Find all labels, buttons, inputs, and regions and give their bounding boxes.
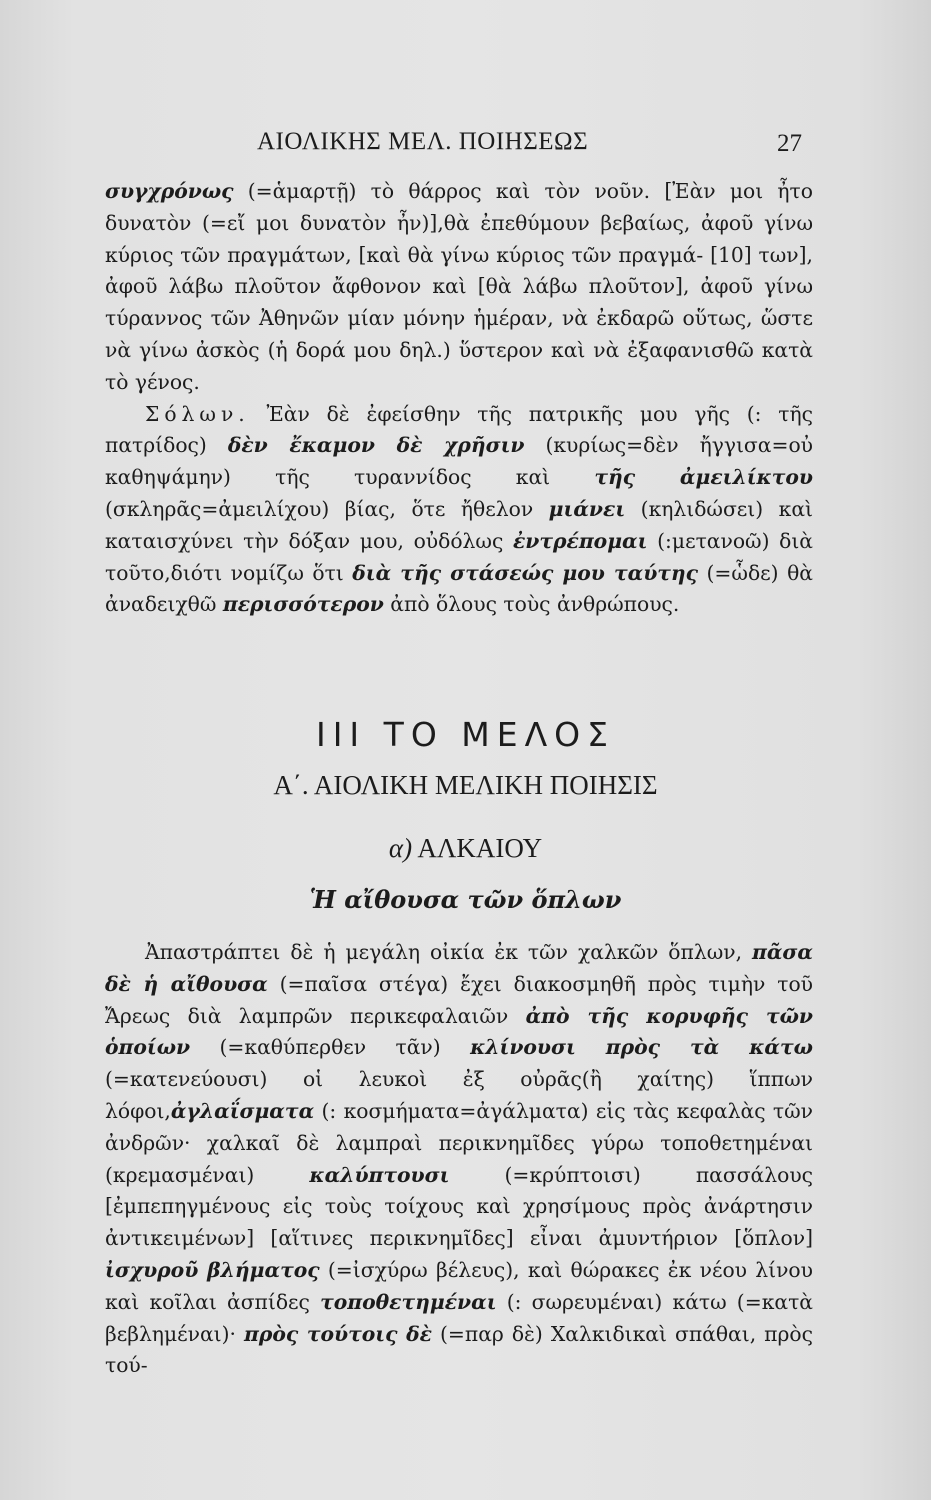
text-run: (κηλιδώσει) καὶ καταισχύνει τὴν δόξαν μου, οὐδόλως xyxy=(105,496,813,553)
bold-gloss-term: πρὸς τούτοις δὲ xyxy=(244,1321,432,1346)
subsection-heading xyxy=(0,833,931,864)
bold-gloss-term: πᾶσα δὲ ἡ αἴθουσα xyxy=(105,940,813,996)
bold-gloss-term: διὰ τῆς στάσεώς μου ταύτης xyxy=(352,560,699,585)
bold-gloss-term: ἐντρέπομαι xyxy=(512,528,648,553)
bold-gloss-term: ἀπὸ τῆς κορυφῆς τῶν ὁποίων xyxy=(105,1003,813,1060)
poem-title: Ἡ αἴθουσα τῶν ὅπλων xyxy=(309,885,622,914)
text-run: (=ἁμαρτῇ) τὸ θάρρος καὶ τὸν νοῦν. [Ἐὰν μοι ἦτο δυνατὸν (=εἴ μοι δυνατὸν ἦν)],θὰ ἐπεθύμουν βεβαίως, ἀφοῦ γίνω κύριος τῶν πραγμάτων, [καὶ θὰ γίνω κύριος τῶν πραγμά- [10] των], ἀφοῦ λάβω πλοῦτον ἄφθονον καὶ [θὰ λάβω πλοῦτον], ἀφοῦ γίνω τύραννος τῶν Ἀθηνῶν μίαν μόνην ἡμέραν, νὰ ἐκδαρῶ οὕτως, ὥστε νὰ γίνω ἀσκὸς (ἡ δορά μου δηλ.) ὕστερον καὶ νὰ ἐξαφανισθῶ κατὰ τὸ γένος. xyxy=(105,179,813,394)
section-heading: Α΄. ΑΙΟΛΙΚΗ ΜΕΛΙΚΗ ΠΟΙΗΣΙΣ xyxy=(273,770,658,800)
text-run: Ἀπαστράπτει δὲ ἡ μεγάλη οἰκία ἐκ τῶν χαλκῶν ὅπλων, xyxy=(145,940,752,964)
text-run: ἀπὸ ὅλους τοὺς ἀνθρώπους. xyxy=(383,592,680,617)
text-run: (: κοσμήματα=ἀγάλματα) εἰς τὰς κεφαλὰς τῶν ἀνδρῶν· χαλκαῖ δὲ λαμπραὶ περικνημῖδες γύρω τοποθετημέναι (κρεμασμέναι) xyxy=(105,1098,813,1187)
bold-gloss-term: συγχρόνως xyxy=(105,179,234,203)
text-run: (=ἰσχύρω βέλευς), καὶ θώρακες ἐκ νέου λίνου καὶ κοῖλαι ἀσπίδες xyxy=(105,1257,813,1314)
bold-gloss-term: δὲν ἔκαμον δὲ χρῆσιν xyxy=(227,433,525,458)
body-text-top xyxy=(105,176,813,621)
text-run: (=ὧδε) θὰ ἀναδειχθῶ xyxy=(105,560,813,617)
page-header xyxy=(257,128,802,162)
text-run: (=παῖσα στέγα) ἔχει διακοσμηθῆ πρὸς τιμὴν τοῦ Ἄρεως διὰ λαμπρῶν περικεφαλαιῶν xyxy=(105,971,813,1028)
page-number: 27 xyxy=(777,130,802,157)
text-run: Ἐὰν δὲ ἐφείσθην τῆς πατρικῆς μου γῆς (: τῆς πατρίδος) xyxy=(105,401,813,458)
text-run: (:μετανοῶ) διὰ τοῦτο,διότι νομίζω ὅτι xyxy=(105,528,813,585)
running-head: ΑΙΟΛΙΚΗΣ ΜΕΛ. ΠΟΙΗΣΕΩΣ xyxy=(257,128,589,155)
bold-gloss-term: τοποθετημέναι xyxy=(320,1289,497,1314)
subsection-title: ΑΛΚΑΙΟΥ xyxy=(417,833,543,863)
bold-gloss-term: περισσότερον xyxy=(222,592,384,617)
text-run: (=κρύπτοισι) πασσάλους [ἐμπεπηγμένους εἰς τοὺς τοίχους καὶ χρησίμους πρὸς ἀνάρτησιν ἀντικειμένων] [αἵτινες περικνημῖδες] εἶναι ἀμυντήριον [ὅπλον] xyxy=(105,1162,814,1251)
paragraph xyxy=(105,937,813,1382)
bold-gloss-term: καλύπτουσι xyxy=(309,1162,450,1187)
bold-gloss-term: ἰσχυροῦ βλήματος xyxy=(105,1257,320,1282)
bold-gloss-term: ἀγλαΐσματα xyxy=(170,1098,315,1123)
text-run: (=καθύπερθεν τᾶν) xyxy=(190,1035,471,1060)
paragraph xyxy=(105,399,813,622)
text-run: (κυρίως=δὲν ἤγγισα=οὐ καθηψάμην) τῆς τυραννίδος καὶ xyxy=(105,433,814,490)
paragraph xyxy=(105,176,813,399)
speaker-name: Σόλων. xyxy=(145,401,250,426)
subsection-letter: α) xyxy=(388,833,413,863)
chapter-heading: ΙΙΙ ΤΟ ΜΕΛΟΣ xyxy=(315,715,616,754)
bold-gloss-term: κλίνουσι πρὸς τὰ κάτω xyxy=(470,1035,813,1060)
body-text-bottom xyxy=(105,937,813,1382)
text-run: (: σωρευμέναι) κάτω (=κατὰ βεβλημέναι)· xyxy=(105,1289,814,1346)
text-run: (=παρ δὲ) Χαλκιδικαὶ σπάθαι, πρὸς τού- xyxy=(105,1321,813,1378)
text-run: (σκληρᾶς=ἀμειλίχου) βίας, ὅτε ἤθελον xyxy=(105,496,549,521)
bold-gloss-term: τῆς ἀμειλίκτου xyxy=(594,465,813,490)
text-run: (=κατενεύουσι) οἱ λευκοὶ ἐξ οὐρᾶς(ἢ χαίτης) ἵππων λόφοι, xyxy=(105,1067,813,1123)
bold-gloss-term: μιάνει xyxy=(548,496,626,521)
